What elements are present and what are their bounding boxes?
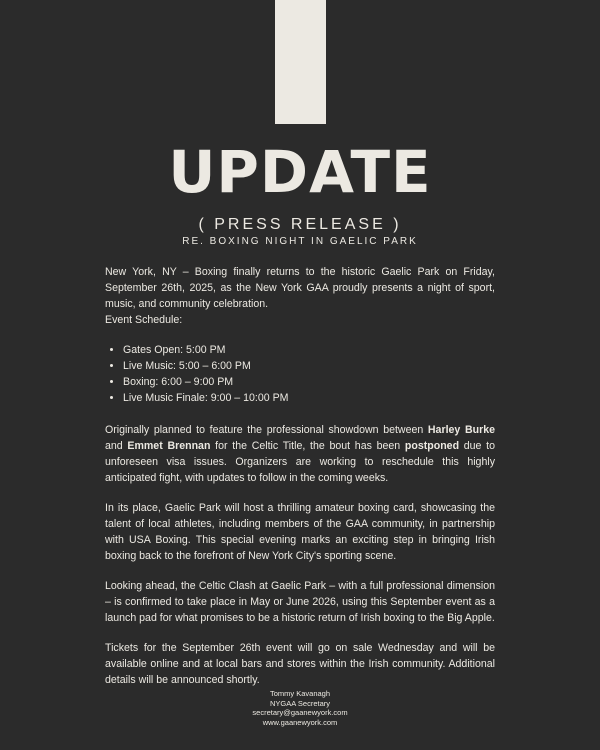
contact-website: www.gaanewyork.com: [262, 717, 338, 727]
decorative-bar: [275, 0, 326, 124]
contact-email: secretary@gaanewyork.com: [252, 708, 348, 718]
page-title: UPDATE: [168, 138, 432, 206]
boxer-name-2: Emmet Brennan: [127, 440, 211, 452]
p2-text-b: and: [105, 440, 128, 452]
press-release-label: ( PRESS RELEASE ): [198, 216, 402, 233]
signature-block: [0, 689, 600, 727]
signatory-name: Tommy Kavanagh: [269, 689, 331, 698]
postponement-paragraph: [105, 422, 495, 486]
celtic-clash-paragraph: Looking ahead, the Celtic Clash at Gaelic Park – with a full professional dimension – is confirmed to take place in May or June 2026, using this September event as a launch pad for what promises to be a historic return of Irish boxing to the Big Apple.: [105, 580, 495, 624]
intro-paragraph: New York, NY – Boxing finally returns to the historic Gaelic Park on Friday, September 26th, 2025, as the New York GAA proudly presents a night of sport, music, and community celebration.: [105, 266, 495, 310]
event-schedule: [105, 342, 495, 406]
tickets-paragraph: Tickets for the September 26th event will go on sale Wednesday and will be available online and at local bars and stores within the Irish community. Additional details will be announced shortly.: [105, 642, 495, 686]
amateur-card-paragraph: In its place, Gaelic Park will host a thrilling amateur boxing card, showcasing the talent of local athletes, including members of the GAA community, in partnership with USA Boxing. This special evening marks an exciting step in bringing Irish boxing back to the forefront of New York City's sporting scene.: [105, 502, 495, 562]
release-body: [105, 264, 495, 702]
postponed-word: postponed: [404, 440, 460, 452]
schedule-item: • Live Music Finale: 9:00 – 10:00 PM: [123, 390, 495, 406]
release-reference: RE. BOXING NIGHT IN GAELIC PARK: [182, 236, 418, 247]
signatory-role: NYGAA Secretary: [269, 698, 331, 708]
schedule-item: • Live Music: 5:00 – 6:00 PM: [123, 358, 495, 374]
p2-text-d: due to unforeseen visa issues. Organizers are working to reschedule this highly anticipated fight, with updates to follow in the coming weeks.: [105, 440, 496, 484]
schedule-item: • Gates Open: 5:00 PM: [123, 342, 495, 358]
p2-text-c: for the Celtic Title, the bout has been: [210, 440, 405, 452]
schedule-item: • Boxing: 6:00 – 9:00 PM: [123, 374, 495, 390]
boxer-name-1: Harley Burke: [427, 424, 495, 436]
p2-text-a: Originally planned to feature the professional showdown between: [105, 424, 428, 436]
schedule-label: Event Schedule:: [105, 314, 183, 326]
